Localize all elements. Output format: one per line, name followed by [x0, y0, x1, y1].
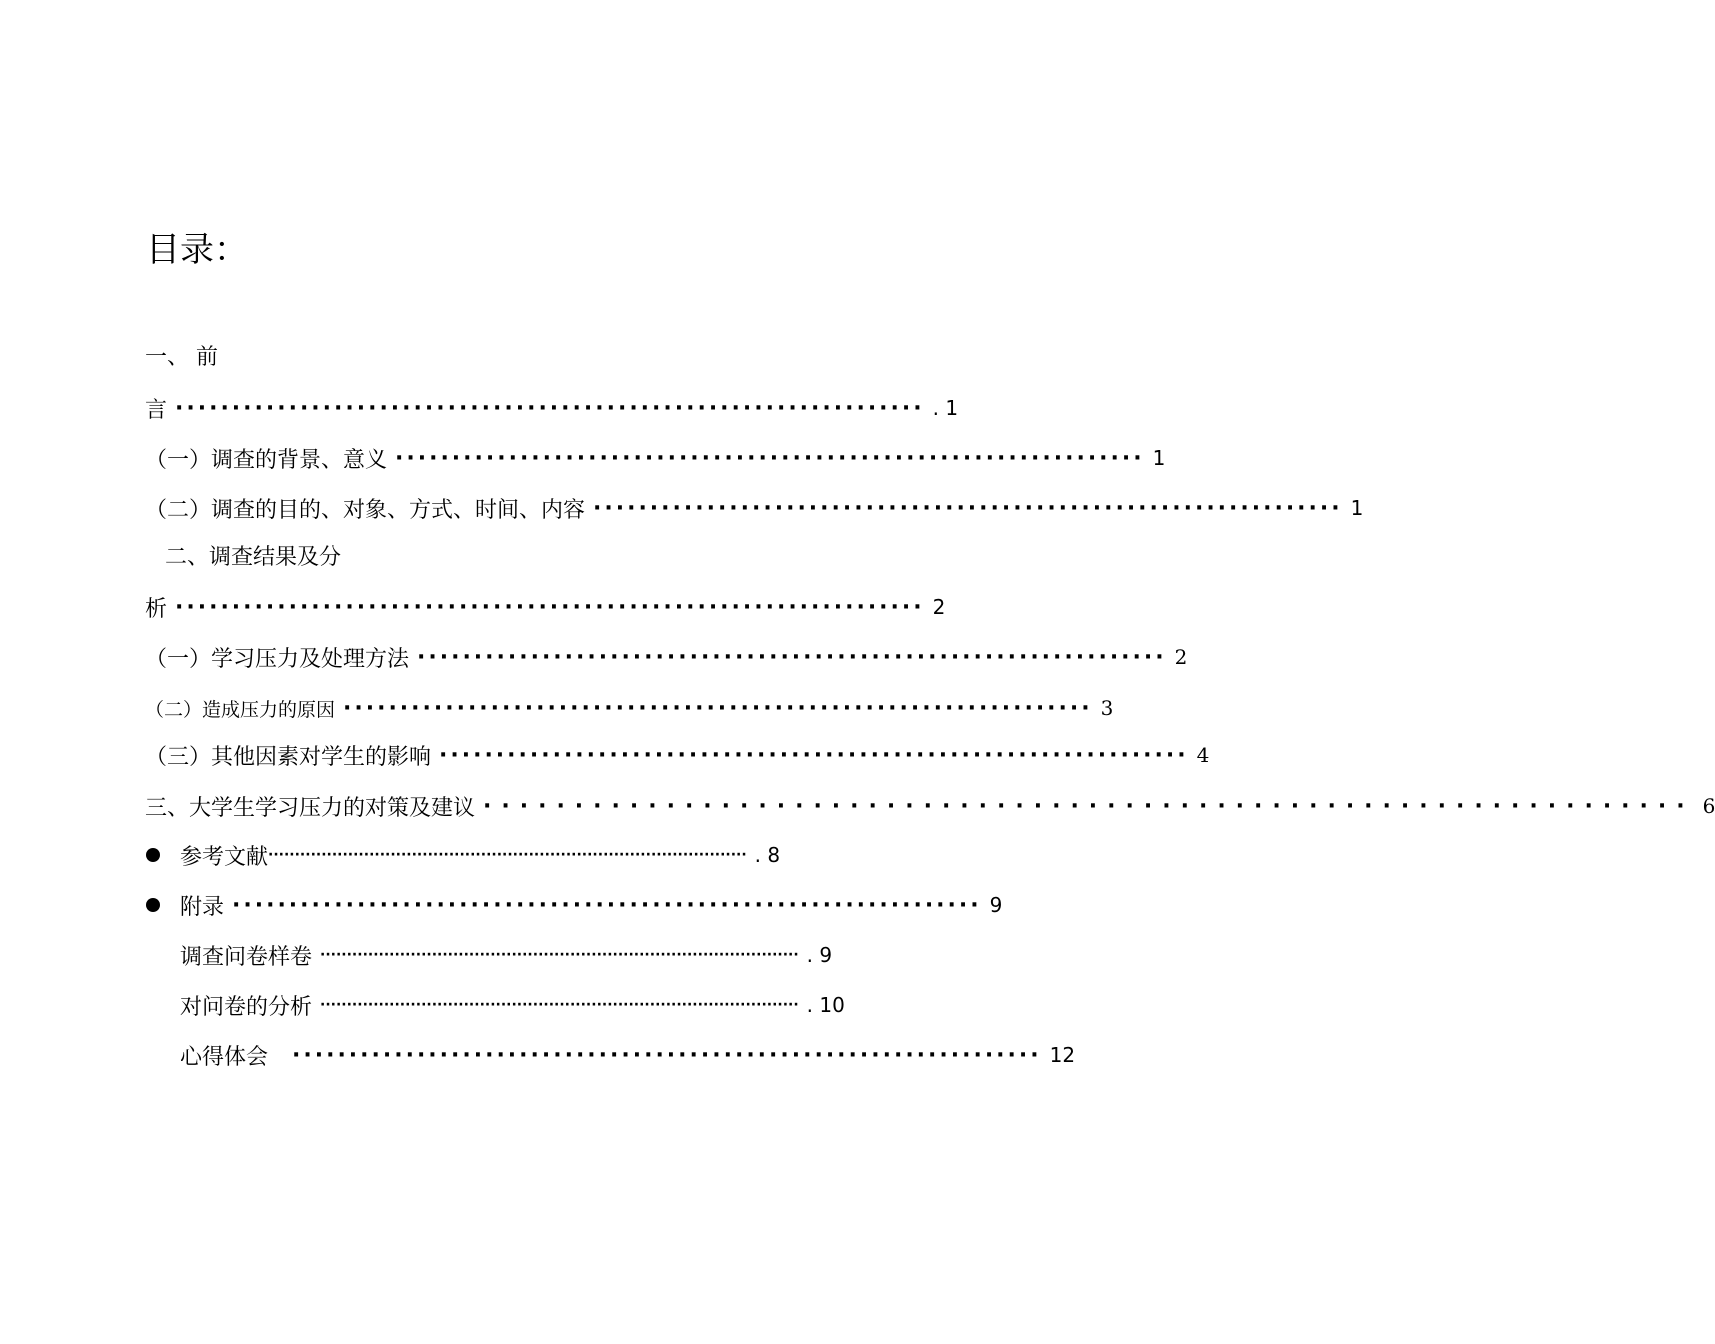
toc-leader-dots: ·································································· — [395, 445, 1145, 471]
toc-entry-other-factors[interactable] — [145, 735, 1210, 775]
toc-entry-label: 调查问卷样卷 — [180, 944, 313, 970]
toc-entry-page: 1 — [1152, 446, 1166, 470]
toc-leader-dots: ·································································· — [175, 594, 925, 620]
toc-entry-pressure-causes[interactable] — [145, 688, 1114, 728]
toc-entry-questionnaire-analysis[interactable] — [180, 985, 845, 1025]
toc-entry-page: 4 — [1196, 743, 1210, 767]
toc-entry-label: （一）学习压力及处理方法 — [145, 646, 410, 672]
toc-entry-countermeasures[interactable] — [145, 786, 1715, 826]
toc-entry-background[interactable] — [145, 438, 1166, 478]
toc-entry-label: （二）造成压力的原因 — [145, 698, 336, 721]
toc-entry-page: . 9 — [806, 943, 833, 967]
toc-heading-2-line1: 二、调查结果及分 — [165, 545, 342, 570]
toc-leader-dots: ·································································· — [292, 1042, 1042, 1068]
toc-entry-reflections[interactable] — [180, 1035, 1076, 1075]
toc-entry-page: 3 — [1100, 696, 1114, 720]
bullet-icon — [146, 848, 160, 862]
toc-leader-dots: ·························································································· — [268, 847, 747, 863]
toc-entry-label: 析 — [145, 596, 168, 622]
toc-entry-page: . 1 — [932, 396, 959, 420]
toc-entry-page: 12 — [1049, 1043, 1076, 1067]
toc-entry-purpose[interactable] — [145, 488, 1364, 528]
toc-entry-questionnaire-sample[interactable] — [180, 935, 833, 975]
page-title: 目录： — [146, 230, 248, 270]
toc-leader-dots: ·································································· — [232, 892, 982, 918]
toc-entry-label: （三）其他因素对学生的影响 — [145, 744, 432, 770]
toc-leader-dots: ·························································································· — [320, 997, 799, 1013]
toc-entry-results[interactable] — [145, 587, 946, 627]
toc-entry-references[interactable] — [180, 835, 781, 875]
toc-entry-label: 心得体会 — [180, 1044, 269, 1070]
toc-entry-page: 1 — [1350, 496, 1364, 520]
toc-entry-label: 附录 — [180, 894, 225, 920]
toc-entry-label: 对问卷的分析 — [180, 994, 313, 1020]
toc-entry-page: 2 — [1174, 645, 1188, 669]
toc-entry-page: . 10 — [806, 993, 845, 1017]
toc-heading-1-line1: 一、 前 — [145, 345, 218, 370]
toc-leader-dots: ·································································· — [175, 395, 925, 421]
toc-entry-label: 参考文献 — [180, 844, 269, 870]
toc-entry-label: （一）调查的背景、意义 — [145, 447, 388, 473]
toc-leader-dots: ·································································· — [343, 695, 1093, 721]
toc-leader-dots: ·································································· — [417, 644, 1167, 670]
toc-entry-label: （二）调查的目的、对象、方式、时间、内容 — [145, 497, 586, 523]
toc-leader-dots: ·························································································· — [320, 947, 799, 963]
toc-leader-dots: ·································································· — [593, 495, 1343, 521]
toc-entry-label: 言 — [145, 397, 168, 423]
toc-entry-page: 9 — [989, 893, 1003, 917]
toc-entry-page: . 8 — [754, 843, 781, 867]
toc-entry-page: 6 — [1702, 794, 1715, 818]
toc-entry-pressure-methods[interactable] — [145, 637, 1188, 677]
toc-entry-label: 三、大学生学习压力的对策及建议 — [145, 795, 476, 821]
toc-entry-preface[interactable] — [145, 388, 959, 428]
toc-entry-page: 2 — [932, 595, 946, 619]
toc-leader-dots: ·································································· — [483, 793, 1695, 819]
bullet-icon — [146, 898, 160, 912]
toc-leader-dots: ·································································· — [439, 742, 1189, 768]
toc-entry-appendix[interactable] — [180, 885, 1003, 925]
